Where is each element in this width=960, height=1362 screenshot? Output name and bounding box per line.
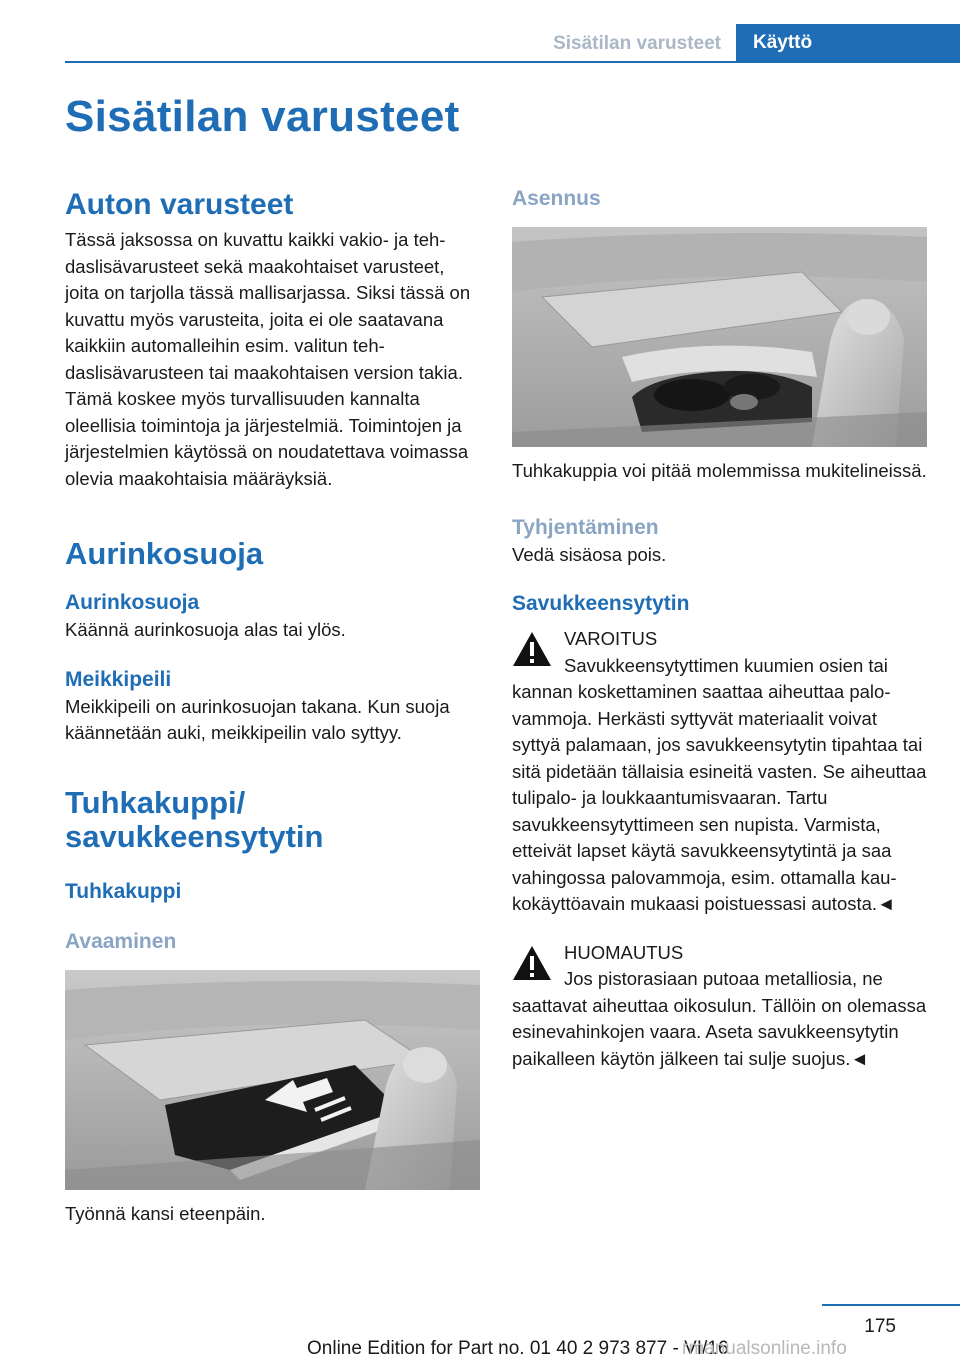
notice-block	[512, 940, 930, 1073]
warning-text	[512, 653, 930, 918]
sun-visor-text: Käännä aurinkosuoja alas tai ylös.	[65, 619, 346, 640]
emptying-heading: Tyhjentäminen	[512, 515, 659, 539]
install-heading: Asennus	[512, 187, 601, 210]
warning-title: VAROITUS	[564, 628, 658, 649]
equipment-heading: Auton varusteet	[65, 188, 294, 221]
warning-text-rest: kannan koskettaminen saattaa aiheuttaa palovammoja. Herkästi syttyvät materiaalit voivat syttyä palamaan, jos savukkeensytytin tipahtaa tai sitä pidetään tällaisia esineitä vasten. Se aiheuttaa tulipalo- ja loukkaantumisvaaran. Tartu savukkeensytyttimeen sen nupista. Varmista, etteivät lapset käytä savukkeensytytintä ja saa vahingossa palovammoja, esim. ottamalla kaukokäyttöavain mukaasi poistuessasi autosta.◄	[512, 681, 927, 914]
lighter-heading: Savukkeensytytin	[512, 592, 690, 615]
ashtray-cover-photo	[65, 970, 480, 1190]
install-caption: Tuhkakuppia voi pitää molemmissa mukitelineissä.	[512, 460, 927, 481]
mirror-heading: Meikkipeili	[65, 667, 172, 691]
page-title: Sisätilan varusteet	[65, 92, 460, 141]
opening-caption: Työnnä kansi eteenpäin.	[65, 1202, 266, 1224]
mirror-text: Meikkipeili on aurinkosuojan takana. Kun suoja käännetään auki, meikkipeilin valo syttyy.	[65, 695, 450, 743]
sun-visor-subheading: Aurinkosuoja	[65, 591, 200, 614]
footer-edition: Online Edition for Part no. 01 40 2 973 877 - VI/16	[307, 1338, 729, 1359]
sun-visor-heading: Aurinkosuoja	[65, 536, 264, 571]
notice-text-rest: saattavat aiheuttaa oikosulun. Tällöin on olemassa esinevahinkojen vaara. Aseta savukkeensytytin paikalleen käytön jälkeen tai sulje suojus.◄	[512, 994, 927, 1069]
footer-rule	[822, 1304, 960, 1306]
emptying-text: Vedä sisäosa pois.	[512, 543, 667, 565]
notice-text-first-line: Jos pistorasiaan putoaa metalliosia, ne	[564, 968, 883, 989]
footer-watermark[interactable]: rmanualsonline.info	[682, 1338, 847, 1359]
page-number: 175	[864, 1316, 896, 1337]
header-section-title: Sisätilan varusteet	[553, 33, 721, 54]
ashtray-subheading: Tuhkakuppi	[65, 879, 182, 903]
ashtray-cupholder-photo	[512, 227, 927, 447]
warning-text-first-line: Savukkeensytyttimen kuumien osien tai	[564, 654, 888, 676]
warning-block	[512, 626, 930, 918]
notice-text	[512, 966, 930, 1072]
right-column	[512, 182, 930, 1072]
notice-triangle-icon	[512, 945, 552, 981]
ashtray-heading: Tuhkakuppi/ savukkeensytytin	[65, 784, 324, 854]
notice-title: HUOMAUTUS	[564, 941, 684, 963]
header-rule	[65, 61, 960, 63]
left-column	[65, 180, 483, 1227]
opening-heading: Avaaminen	[65, 929, 177, 953]
equipment-text: Tässä jaksossa on kuvattu kaikki vakio- ja tehdaslisävarusteet sekä maakohtaiset varusteet, joita on tarjolla tässä mallisarjassa. Siksi tässä on kuvattu myös varusteita, joita ei ole saatavana kaikkiin automalleihin esim. valitun tehdaslisävarusteen tai maakohtaisen version takia. Tämä koskee myös turvallisuuden kannalta oleellisia toimintoja ja järjestelmiä. Toimintojen ja järjestelmien käytössä on noudatettava voimassa olevia maakohtaisia määräyksiä.	[65, 229, 471, 489]
header-chapter-tab[interactable]: Käyttö	[736, 24, 960, 62]
warning-triangle-icon	[512, 631, 552, 667]
